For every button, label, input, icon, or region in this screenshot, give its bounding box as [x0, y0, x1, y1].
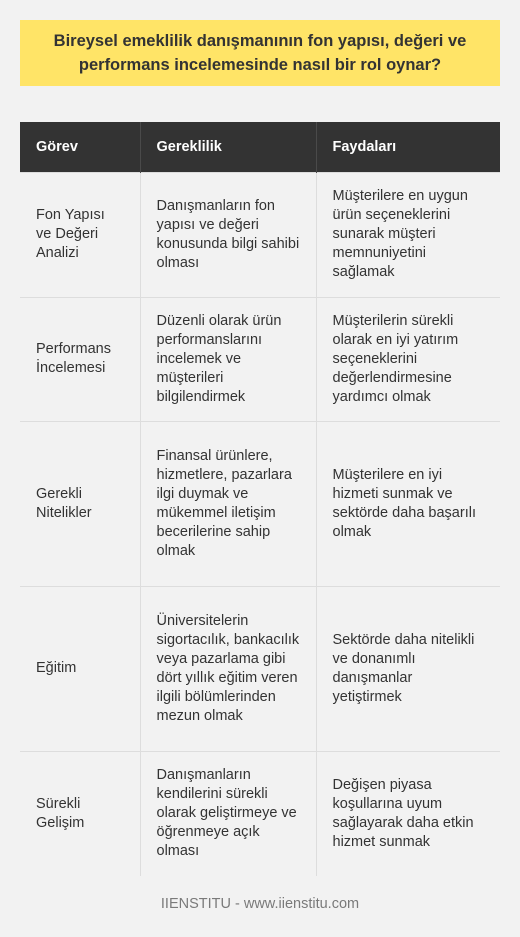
- table-row: [20, 586, 500, 751]
- cell-gereklilik: Finansal ürünlere, hizmetlere, pazarlara ilgi duymak ve mükemmel iletişim becerilerine sahip olmak: [140, 421, 316, 586]
- title-line-1: Bireysel emeklilik danışmanının fon yapısı, değeri ve: [53, 32, 467, 50]
- cell-gereklilik: Danışmanların fon yapısı ve değeri konusunda bilgi sahibi olması: [140, 172, 316, 297]
- cell-faydalari: Müşterilere en iyi hizmeti sunmak ve sektörde daha başarılı olmak: [316, 421, 500, 586]
- info-table: [20, 122, 500, 876]
- cell-faydalari: Değişen piyasa koşullarına uyum sağlayarak daha etkin hizmet sunmak: [316, 751, 500, 876]
- cell-gorev: Sürekli Gelişim: [20, 751, 140, 876]
- cell-gereklilik: Düzenli olarak ürün performanslarını incelemek ve müşterileri bilgilendirmek: [140, 297, 316, 421]
- title-line-2: performans incelemesinde nasıl bir rol oynar?: [78, 56, 442, 74]
- cell-gorev: Performans İncelemesi: [20, 297, 140, 421]
- cell-gereklilik: Danışmanların kendilerini sürekli olarak geliştirmeye ve öğrenmeye açık olması: [140, 751, 316, 876]
- cell-faydalari: Sektörde daha nitelikli ve donanımlı danışmanlar yetiştirmek: [316, 586, 500, 751]
- header-faydalari: Faydaları: [316, 122, 500, 172]
- cell-faydalari: Müşterilere en uygun ürün seçeneklerini sunarak müşteri memnuniyetini sağlamak: [316, 172, 500, 297]
- table-row: [20, 421, 500, 586]
- table-header-row: [20, 122, 500, 172]
- cell-faydalari: Müşterilerin sürekli olarak en iyi yatırım seçeneklerini değerlendirmesine yardımcı olmak: [316, 297, 500, 421]
- cell-gorev: Gerekli Nitelikler: [20, 421, 140, 586]
- cell-gorev: Eğitim: [20, 586, 140, 751]
- footer-credit: IIENSTITU - www.iienstitu.com: [160, 896, 360, 912]
- table-row: [20, 297, 500, 421]
- cell-gorev: Fon Yapısı ve Değeri Analizi: [20, 172, 140, 297]
- cell-gereklilik: Üniversitelerin sigortacılık, bankacılık veya pazarlama gibi dört yıllık eğitim veren ilgili bölümlerinden mezun olmak: [140, 586, 316, 751]
- header-gereklilik: Gereklilik: [140, 122, 316, 172]
- info-table-container: [20, 122, 500, 876]
- page-title: [54, 29, 467, 77]
- header-gorev: Görev: [20, 122, 140, 172]
- table-row: [20, 751, 500, 876]
- title-banner: [20, 20, 500, 86]
- table-row: [20, 172, 500, 297]
